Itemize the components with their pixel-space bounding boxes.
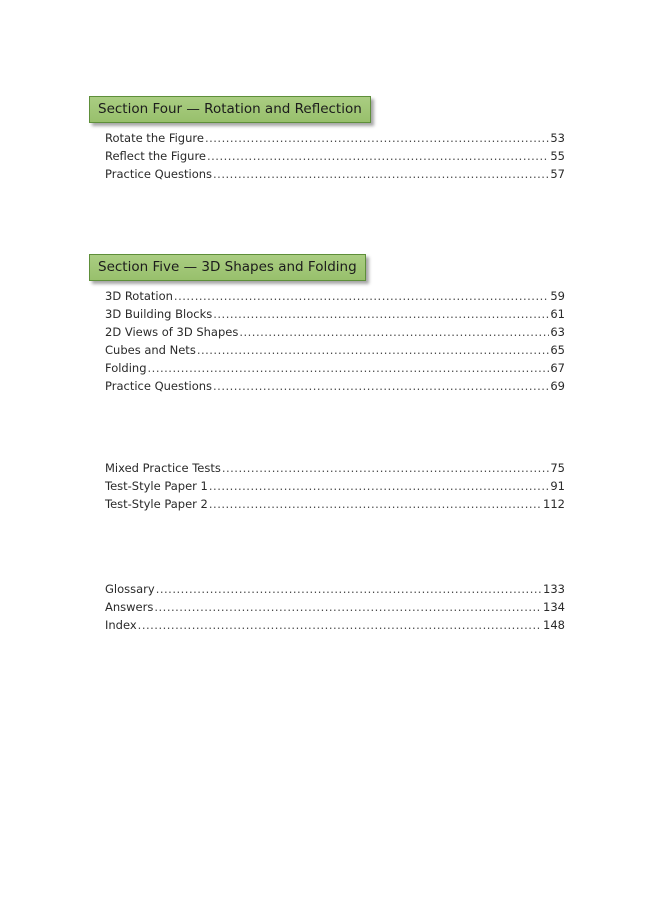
toc-entry-title: Rotate the Figure	[105, 131, 204, 145]
toc-entry-page: 59	[550, 289, 565, 303]
toc-entry-practice-questions[interactable]	[105, 165, 565, 183]
back-matter-list	[105, 580, 565, 634]
toc-entry-folding[interactable]	[105, 359, 565, 377]
toc-entry-answers[interactable]	[105, 598, 565, 616]
toc-entry-page: 61	[550, 307, 565, 321]
toc-entry-page: 69	[550, 379, 565, 393]
dot-leader	[222, 459, 550, 477]
dot-leader	[207, 147, 549, 165]
toc-entry-title: Answers	[105, 600, 154, 614]
toc-entry-title: Glossary	[105, 582, 155, 596]
toc-entry-page: 112	[543, 497, 565, 511]
dot-leader	[205, 129, 549, 147]
toc-entry-page: 133	[543, 582, 565, 596]
dot-leader	[213, 377, 549, 395]
toc-entry-page: 53	[550, 131, 565, 145]
toc-entry-glossary[interactable]	[105, 580, 565, 598]
toc-entry-page: 65	[550, 343, 565, 357]
toc-entry-3d-rotation[interactable]	[105, 287, 565, 305]
section-five-header: Section Five — 3D Shapes and Folding	[89, 254, 366, 281]
toc-entry-page: 55	[550, 149, 565, 163]
toc-entry-mixed-practice-tests[interactable]	[105, 459, 565, 477]
toc-entry-reflect-the-figure[interactable]	[105, 147, 565, 165]
toc-entry-index[interactable]	[105, 616, 565, 634]
dot-leader	[209, 495, 542, 513]
toc-entry-2d-views-of-3d-shapes[interactable]	[105, 323, 565, 341]
toc-entry-title: Index	[105, 618, 137, 632]
dot-leader	[138, 616, 542, 634]
dot-leader	[213, 165, 549, 183]
toc-entry-title: Test-Style Paper 1	[105, 479, 208, 493]
toc-entry-title: 3D Building Blocks	[105, 307, 213, 321]
toc-entry-page: 134	[543, 600, 565, 614]
toc-entry-title: Mixed Practice Tests	[105, 461, 221, 475]
toc-entry-title: Reflect the Figure	[105, 149, 206, 163]
section-five-list	[105, 287, 565, 395]
dot-leader	[156, 580, 542, 598]
toc-entry-title: Test-Style Paper 2	[105, 497, 208, 511]
toc-entry-practice-questions[interactable]	[105, 377, 565, 395]
toc-entry-3d-building-blocks[interactable]	[105, 305, 565, 323]
dot-leader	[197, 341, 550, 359]
toc-entry-title: Practice Questions	[105, 379, 213, 393]
toc-entry-cubes-and-nets[interactable]	[105, 341, 565, 359]
toc-entry-title: 2D Views of 3D Shapes	[105, 325, 239, 339]
section-four-list	[105, 129, 565, 183]
toc-entry-title: 3D Rotation	[105, 289, 173, 303]
toc-entry-page: 57	[550, 167, 565, 181]
toc-entry-page: 67	[550, 361, 565, 375]
toc-entry-page: 91	[550, 479, 565, 493]
dot-leader	[239, 323, 549, 341]
dot-leader	[209, 477, 549, 495]
dot-leader	[148, 359, 550, 377]
toc-entry-title: Practice Questions	[105, 167, 213, 181]
toc-entry-rotate-the-figure[interactable]	[105, 129, 565, 147]
tests-list	[105, 459, 565, 513]
toc-entry-page: 75	[550, 461, 565, 475]
toc-entry-page: 148	[543, 618, 565, 632]
toc-entry-title: Folding	[105, 361, 147, 375]
toc-entry-title: Cubes and Nets	[105, 343, 196, 357]
toc-entry-test-style-paper-2[interactable]	[105, 495, 565, 513]
dot-leader	[213, 305, 549, 323]
toc-entry-test-style-paper-1[interactable]	[105, 477, 565, 495]
dot-leader	[154, 598, 542, 616]
section-four-header: Section Four — Rotation and Reflection	[89, 96, 371, 123]
toc-entry-page: 63	[550, 325, 565, 339]
dot-leader	[174, 287, 549, 305]
